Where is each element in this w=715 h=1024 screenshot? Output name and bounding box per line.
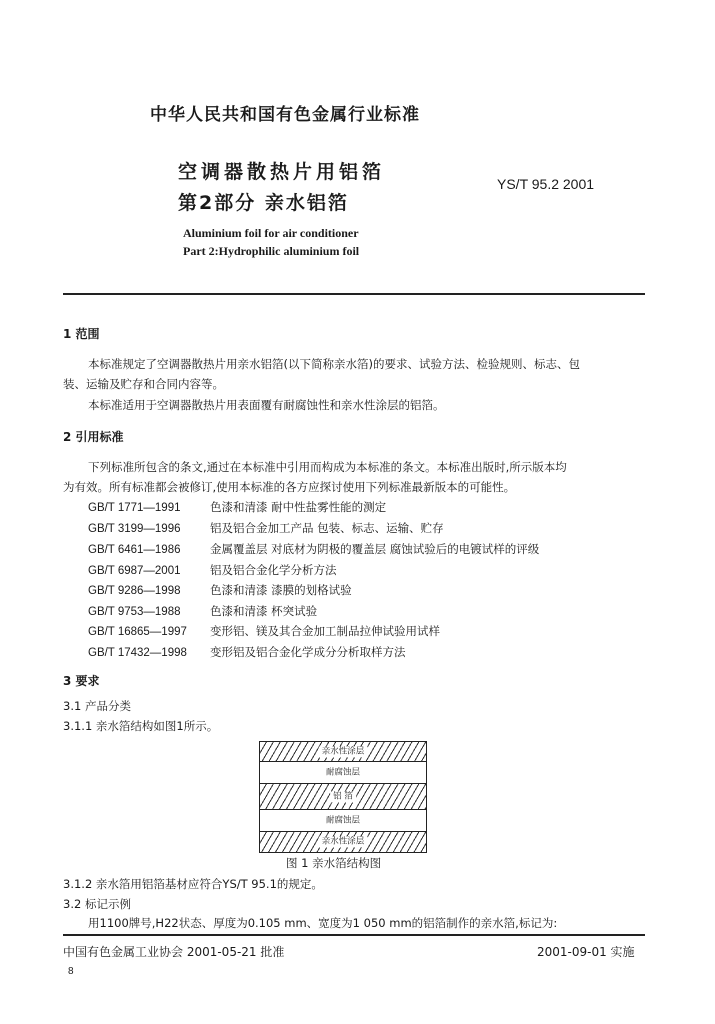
section-3-heading: 3 要求 [63,674,100,688]
reference-code: GB/T 6987—2001 [88,565,181,577]
section-1-para2: 本标准适用于空调器散热片用表面覆有耐腐蚀性和亲水性涂层的铝箔。 [88,398,445,412]
reference-row [88,582,352,598]
section-3-1-1-text: 3.1.1 亲水箔结构如图1所示。 [63,719,219,733]
reference-code: GB/T 3199—1996 [88,523,181,535]
section-2-heading: 2 引用标准 [63,430,124,444]
reference-title: 变形铝及铝合金化学成分分析取样方法 [210,645,406,659]
approval-date: 中国有色金属工业协会 2001-05-21 批准 [63,945,285,959]
header-divider [63,293,645,295]
reference-row [88,623,440,639]
figure-caption: 图 1 亲水箔结构图 [286,856,382,870]
section-1-heading: 1 范围 [63,327,100,341]
figure-layer-label: 亲水性涂层 [319,746,368,757]
section-2-intro-line2: 为有效。所有标准都会被修订,使用本标准的各方应探讨使用下列标准最新版本的可能性。 [63,480,516,494]
title-cn-line2: 第2部分 亲水铝箔 [178,192,349,214]
reference-title: 铝及铝合金加工产品 包装、标志、运输、贮存 [210,521,444,535]
reference-code: GB/T 1771—1991 [88,502,181,514]
reference-title: 色漆和清漆 漆膜的划格试验 [210,583,352,597]
reference-code: GB/T 6461—1986 [88,544,181,556]
reference-row [88,603,317,619]
title-en-line2: Part 2:Hydrophilic aluminium foil [183,244,360,258]
reference-row [88,562,337,578]
figure-layer-label: 铝 箔 [330,791,356,802]
reference-title: 色漆和清漆 耐中性盐雾性能的测定 [210,500,387,514]
structure-figure [259,741,427,853]
section-3-2-text: 用1100牌号,H22状态、厚度为0.105 mm、宽度为1 050 mm的铝箔制作的亲水箔,标记为: [88,916,558,930]
section-3-1-2-text: 3.1.2 亲水箔用铝箔基材应符合YS/T 95.1的规定。 [63,877,323,891]
figure-layer [260,762,426,784]
figure-layer-label: 亲水性涂层 [319,837,368,848]
figure-layer [260,832,426,852]
reference-row [88,541,539,557]
issuing-body: 中华人民共和国有色金属行业标准 [150,105,420,125]
reference-title: 变形铝、镁及其合金加工制品拉伸试验用试样 [210,624,440,638]
standard-number: YS/T 95.2 2001 [497,176,595,192]
section-1-para1-line1: 本标准规定了空调器散热片用亲水铝箔(以下简称亲水箔)的要求、试验方法、检验规则、标志、包 [88,357,580,371]
section-3-2-heading: 3.2 标记示例 [63,897,131,911]
reference-row [88,644,406,660]
section-1-para1-line2: 装、运输及贮存和合同内容等。 [63,377,224,391]
reference-title: 铝及铝合金化学分析方法 [210,563,337,577]
reference-title: 色漆和清漆 杯突试验 [210,604,318,618]
reference-code: GB/T 9286—1998 [88,585,181,597]
footer-divider [63,934,645,936]
reference-code: GB/T 17432—1998 [88,647,187,659]
section-3-1-heading: 3.1 产品分类 [63,699,131,713]
figure-layer-label: 耐腐蚀层 [323,767,363,778]
figure-layer [260,810,426,832]
section-2-intro-line1: 下列标准所包含的条文,通过在本标准中引用而构成为本标准的条文。本标准出版时,所示版本均 [88,460,567,474]
reference-row [88,499,386,515]
reference-title: 金属覆盖层 对底材为阴极的覆盖层 腐蚀试验后的电镀试样的评级 [210,542,540,556]
reference-code: GB/T 9753—1988 [88,606,181,618]
title-en-line1: Aluminium foil for air conditioner [183,226,359,240]
reference-row [88,520,444,536]
figure-layer [260,742,426,762]
reference-code: GB/T 16865—1997 [88,626,187,638]
figure-layer [260,784,426,810]
page-number: 8 [68,966,74,977]
title-cn-line1: 空调器散热片用铝箔 [178,161,386,183]
effective-date: 2001-09-01 实施 [537,945,635,959]
figure-layer-label: 耐腐蚀层 [323,815,363,826]
